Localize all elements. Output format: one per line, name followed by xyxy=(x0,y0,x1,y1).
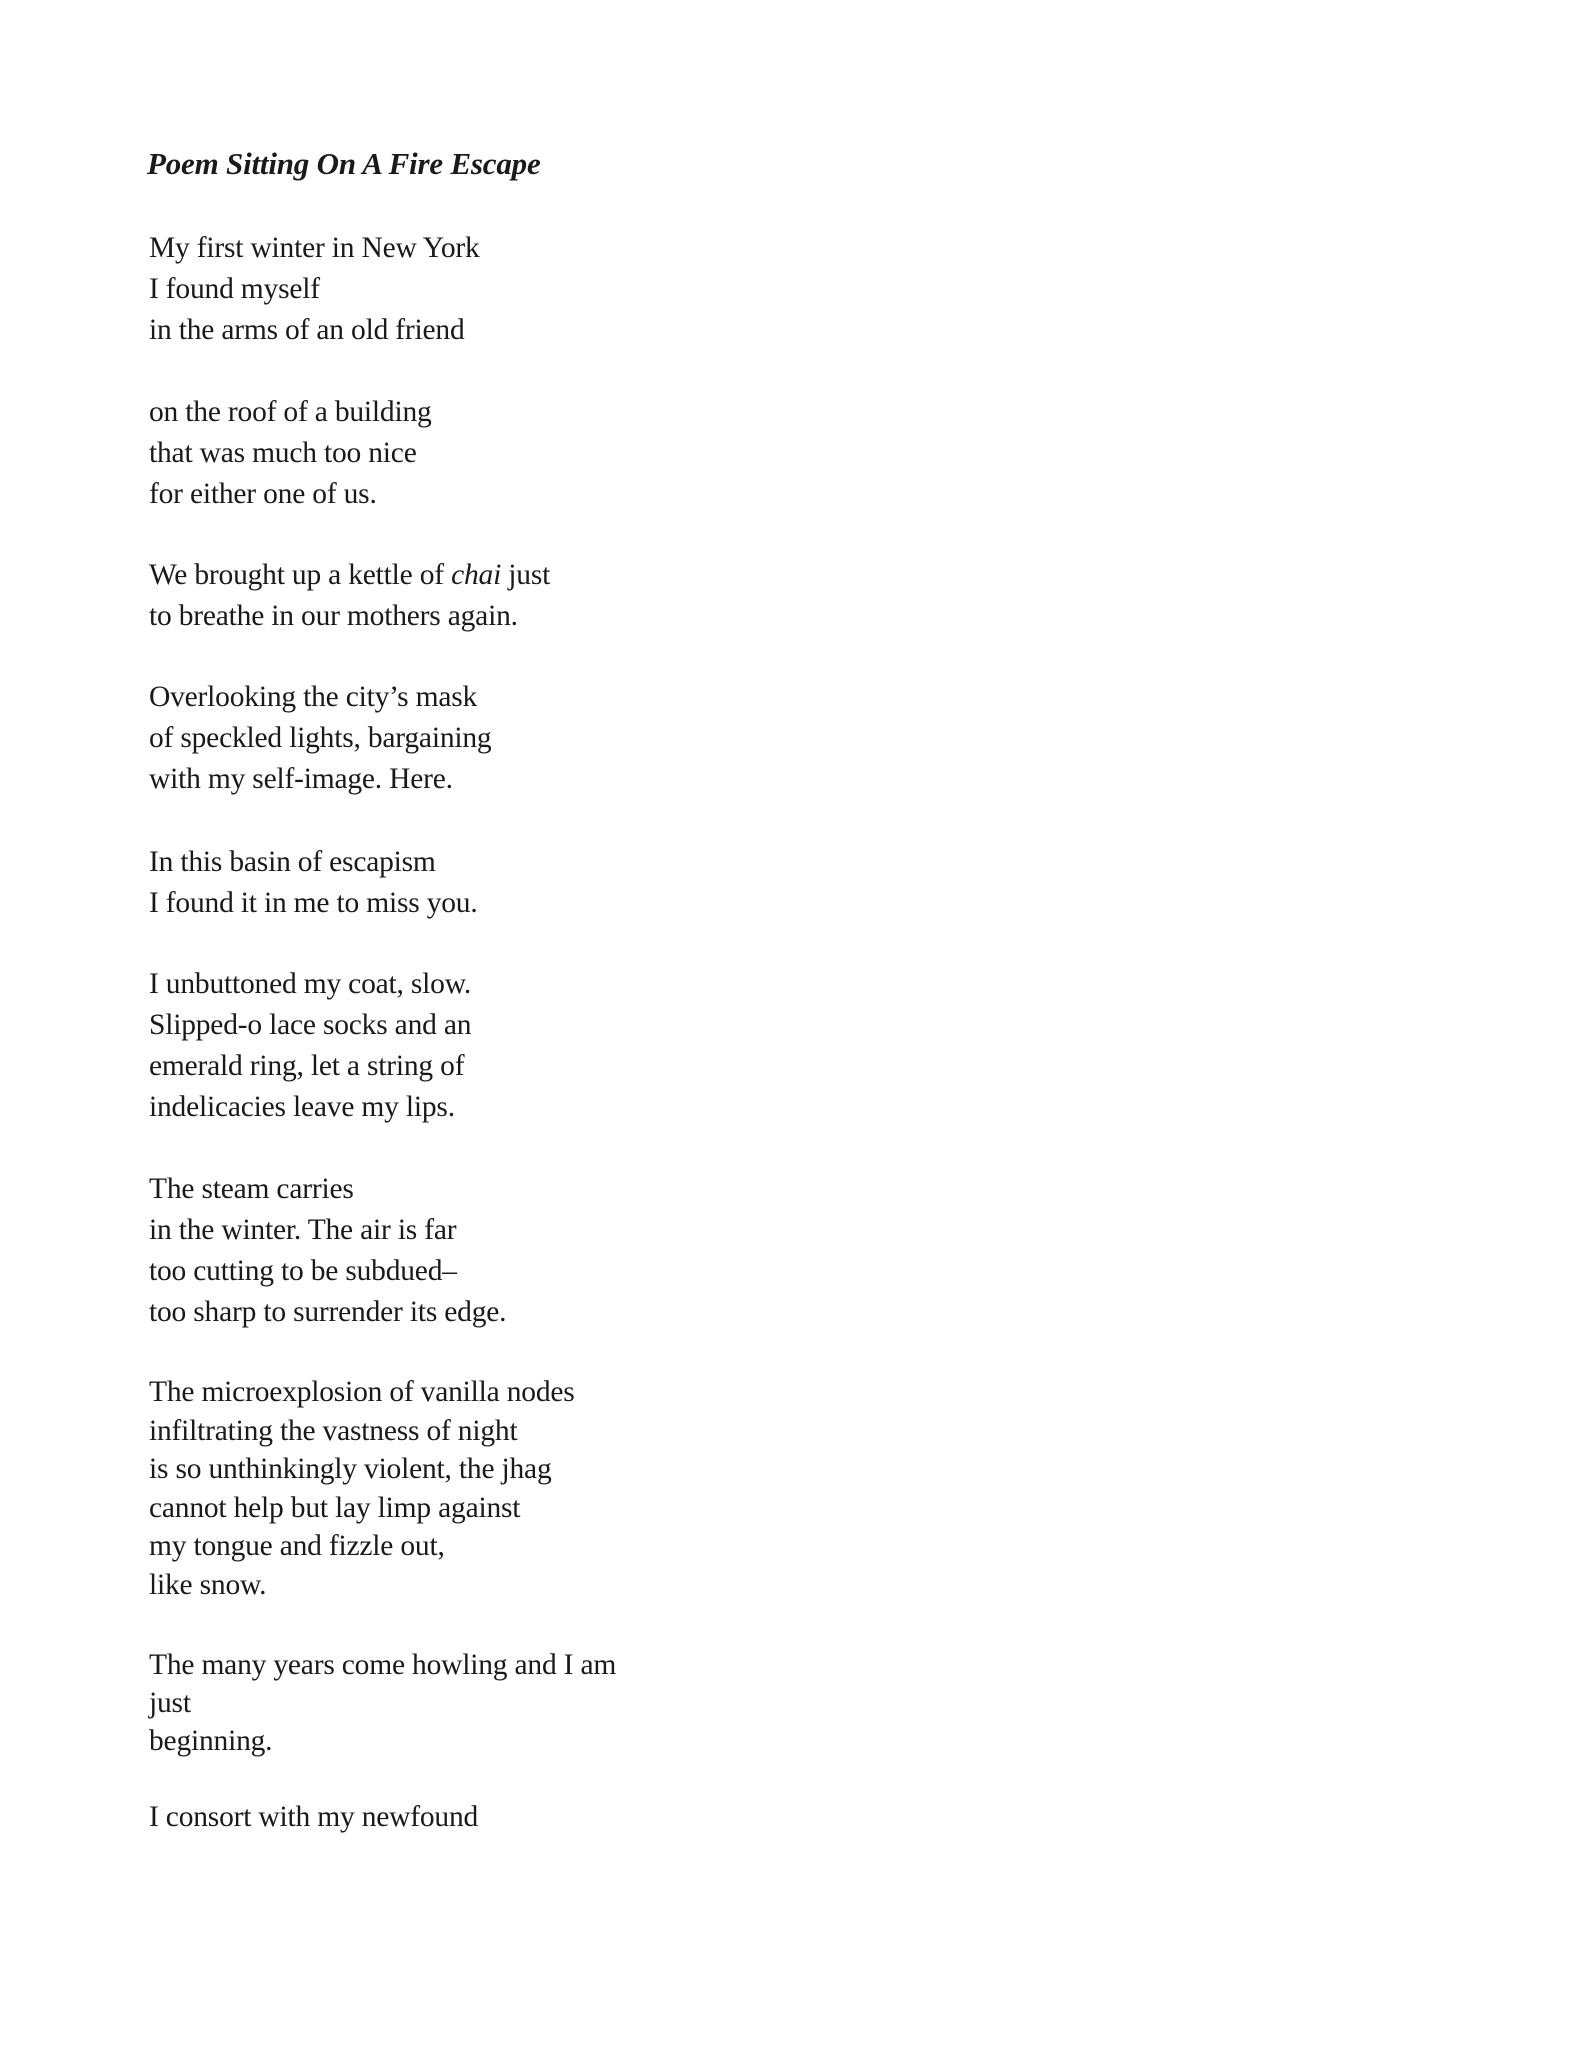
poem-line: I found it in me to miss you. xyxy=(149,887,478,919)
stanza-3 xyxy=(149,555,550,637)
poem-line: with my self-image. Here. xyxy=(149,763,453,795)
stanza-4 xyxy=(149,677,491,800)
stanza-2 xyxy=(149,392,432,515)
stanza-8 xyxy=(149,1373,575,1604)
italic-word: chai xyxy=(451,559,502,591)
poem-line: My first winter in New York xyxy=(149,232,480,264)
poem-line: I unbuttoned my coat, slow. xyxy=(149,968,472,1000)
poem-line xyxy=(149,555,550,596)
poem-line: is so unthinkingly violent, the jhag xyxy=(149,1453,552,1485)
poem-line: The microexplosion of vanilla nodes xyxy=(149,1376,575,1408)
poem-title: Poem Sitting On A Fire Escape xyxy=(147,146,541,181)
poem-line: I found myself xyxy=(149,273,320,305)
poem-line: The steam carries xyxy=(149,1173,354,1205)
stanza-1 xyxy=(149,228,480,351)
poem-line: Slipped-o lace socks and an xyxy=(149,1009,472,1041)
stanza-7 xyxy=(149,1169,506,1333)
poem-line: on the roof of a building xyxy=(149,396,432,428)
poem-line: too sharp to surrender its edge. xyxy=(149,1296,507,1328)
poem-line: indelicacies leave my lips. xyxy=(149,1091,455,1123)
stanza-6 xyxy=(149,964,471,1128)
stanza-9 xyxy=(149,1646,616,1760)
poem-line: just xyxy=(149,1687,191,1719)
poem-line: I consort with my newfound xyxy=(149,1801,479,1833)
stanza-10 xyxy=(149,1797,478,1838)
poem-line: in the winter. The air is far xyxy=(149,1214,457,1246)
line-text: just xyxy=(501,559,551,591)
poem-line: emerald ring, let a string of xyxy=(149,1050,465,1082)
poem-line: for either one of us. xyxy=(149,478,377,510)
line-text: We brought up a kettle of xyxy=(149,559,452,591)
poem-line: In this basin of escapism xyxy=(149,846,436,878)
poem-line: like snow. xyxy=(149,1568,267,1601)
poem-line: The many years come howling and I am xyxy=(149,1649,617,1681)
poem-line: to breathe in our mothers again. xyxy=(149,600,518,632)
stanza-5 xyxy=(149,842,478,924)
poem-line: beginning. xyxy=(149,1725,273,1757)
poem-line: of speckled lights, bargaining xyxy=(149,722,492,754)
poem-line: cannot help but lay limp against xyxy=(149,1491,521,1524)
poem-line: in the arms of an old friend xyxy=(149,314,465,346)
poem-line: my tongue and fizzle out, xyxy=(149,1530,445,1562)
poem-line: Overlooking the city’s mask xyxy=(149,681,478,713)
poem-line: that was much too nice xyxy=(149,437,417,469)
poem-line: too cutting to be subdued– xyxy=(149,1255,457,1287)
poem-line: infiltrating the vastness of night xyxy=(149,1414,518,1447)
